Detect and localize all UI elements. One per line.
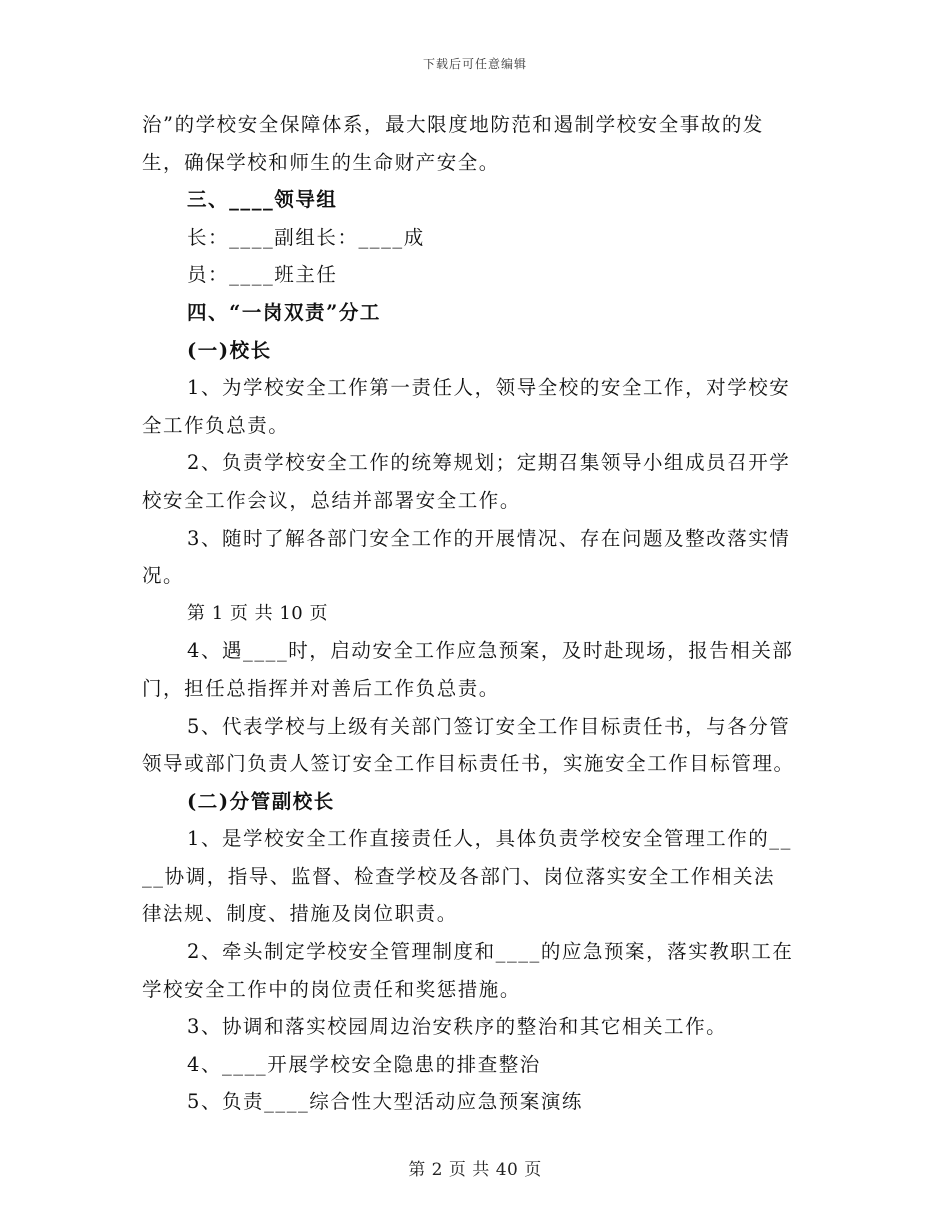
document-body [142,106,812,1121]
paragraph-line: 2、负责学校安全工作的统筹规划；定期召集领导小组成员召开学 [187,451,791,475]
paragraph-line: 1、为学校安全工作第一责任人，领导全校的安全工作，对学校安 [187,376,791,400]
paragraph-line: 治”的学校安全保障体系，最大限度地防范和遏制学校安全事故的发 [142,113,764,136]
paragraph-line: 律法规、制度、措施及岗位职责。 [142,902,458,926]
paragraph-line: 长：____副组长：____成 [187,225,425,249]
paragraph-line: 全工作负总责。 [142,413,290,437]
paragraph-line: 门，担任总指挥并对善后工作负总责。 [142,676,500,700]
paragraph-line: 生，确保学校和师生的生命财产安全。 [142,150,500,174]
paragraph-line: 学校安全工作中的岗位责任和奖惩措施。 [142,977,521,1001]
section-heading: 三、____领导组 [187,188,338,212]
paragraph-line: 4、____开展学校安全隐患的排查整治 [187,1052,541,1076]
paragraph-line: 2、牵头制定学校安全管理制度和____的应急预案，落实教职工在 [187,940,794,964]
paragraph-line: 员：____班主任 [187,263,338,287]
paragraph-line: __协调，指导、监督、检查学校及各部门、岗位落实安全工作相关法 [142,864,776,888]
paragraph-line: 5、代表学校与上级有关部门签订安全工作目标责任书，与各分管 [187,714,791,738]
paragraph-line: 校安全工作会议，总结并部署安全工作。 [142,488,521,512]
page-header: 下载后可任意编辑 [422,57,527,71]
paragraph-line: 领导或部门负责人签订安全工作目标责任书，实施安全工作目标管理。 [142,752,795,776]
subsection-heading: (二)分管副校长 [187,789,335,813]
paragraph-line: 5、负责____综合性大型活动应急预案演练 [187,1090,583,1114]
paragraph-line: 4、遇____时，启动安全工作应急预案，及时赴现场，报告相关部 [187,639,794,663]
page-footer: 第 2 页 共 40 页 [408,1160,542,1180]
paragraph-line: 1、是学校安全工作直接责任人，具体负责学校安全管理工作的__ [187,827,792,851]
inline-page-number: 第 1 页 共 10 页 [187,602,328,624]
paragraph-line: 况。 [142,564,185,588]
paragraph-line: 3、随时了解各部门安全工作的开展情况、存在问题及整改落实情 [187,526,791,550]
subsection-heading: (一)校长 [187,338,272,362]
section-heading: 四、“一岗双责”分工 [187,300,381,324]
paragraph-line: 3、协调和落实校园周边治安秩序的整治和其它相关工作。 [187,1015,728,1039]
